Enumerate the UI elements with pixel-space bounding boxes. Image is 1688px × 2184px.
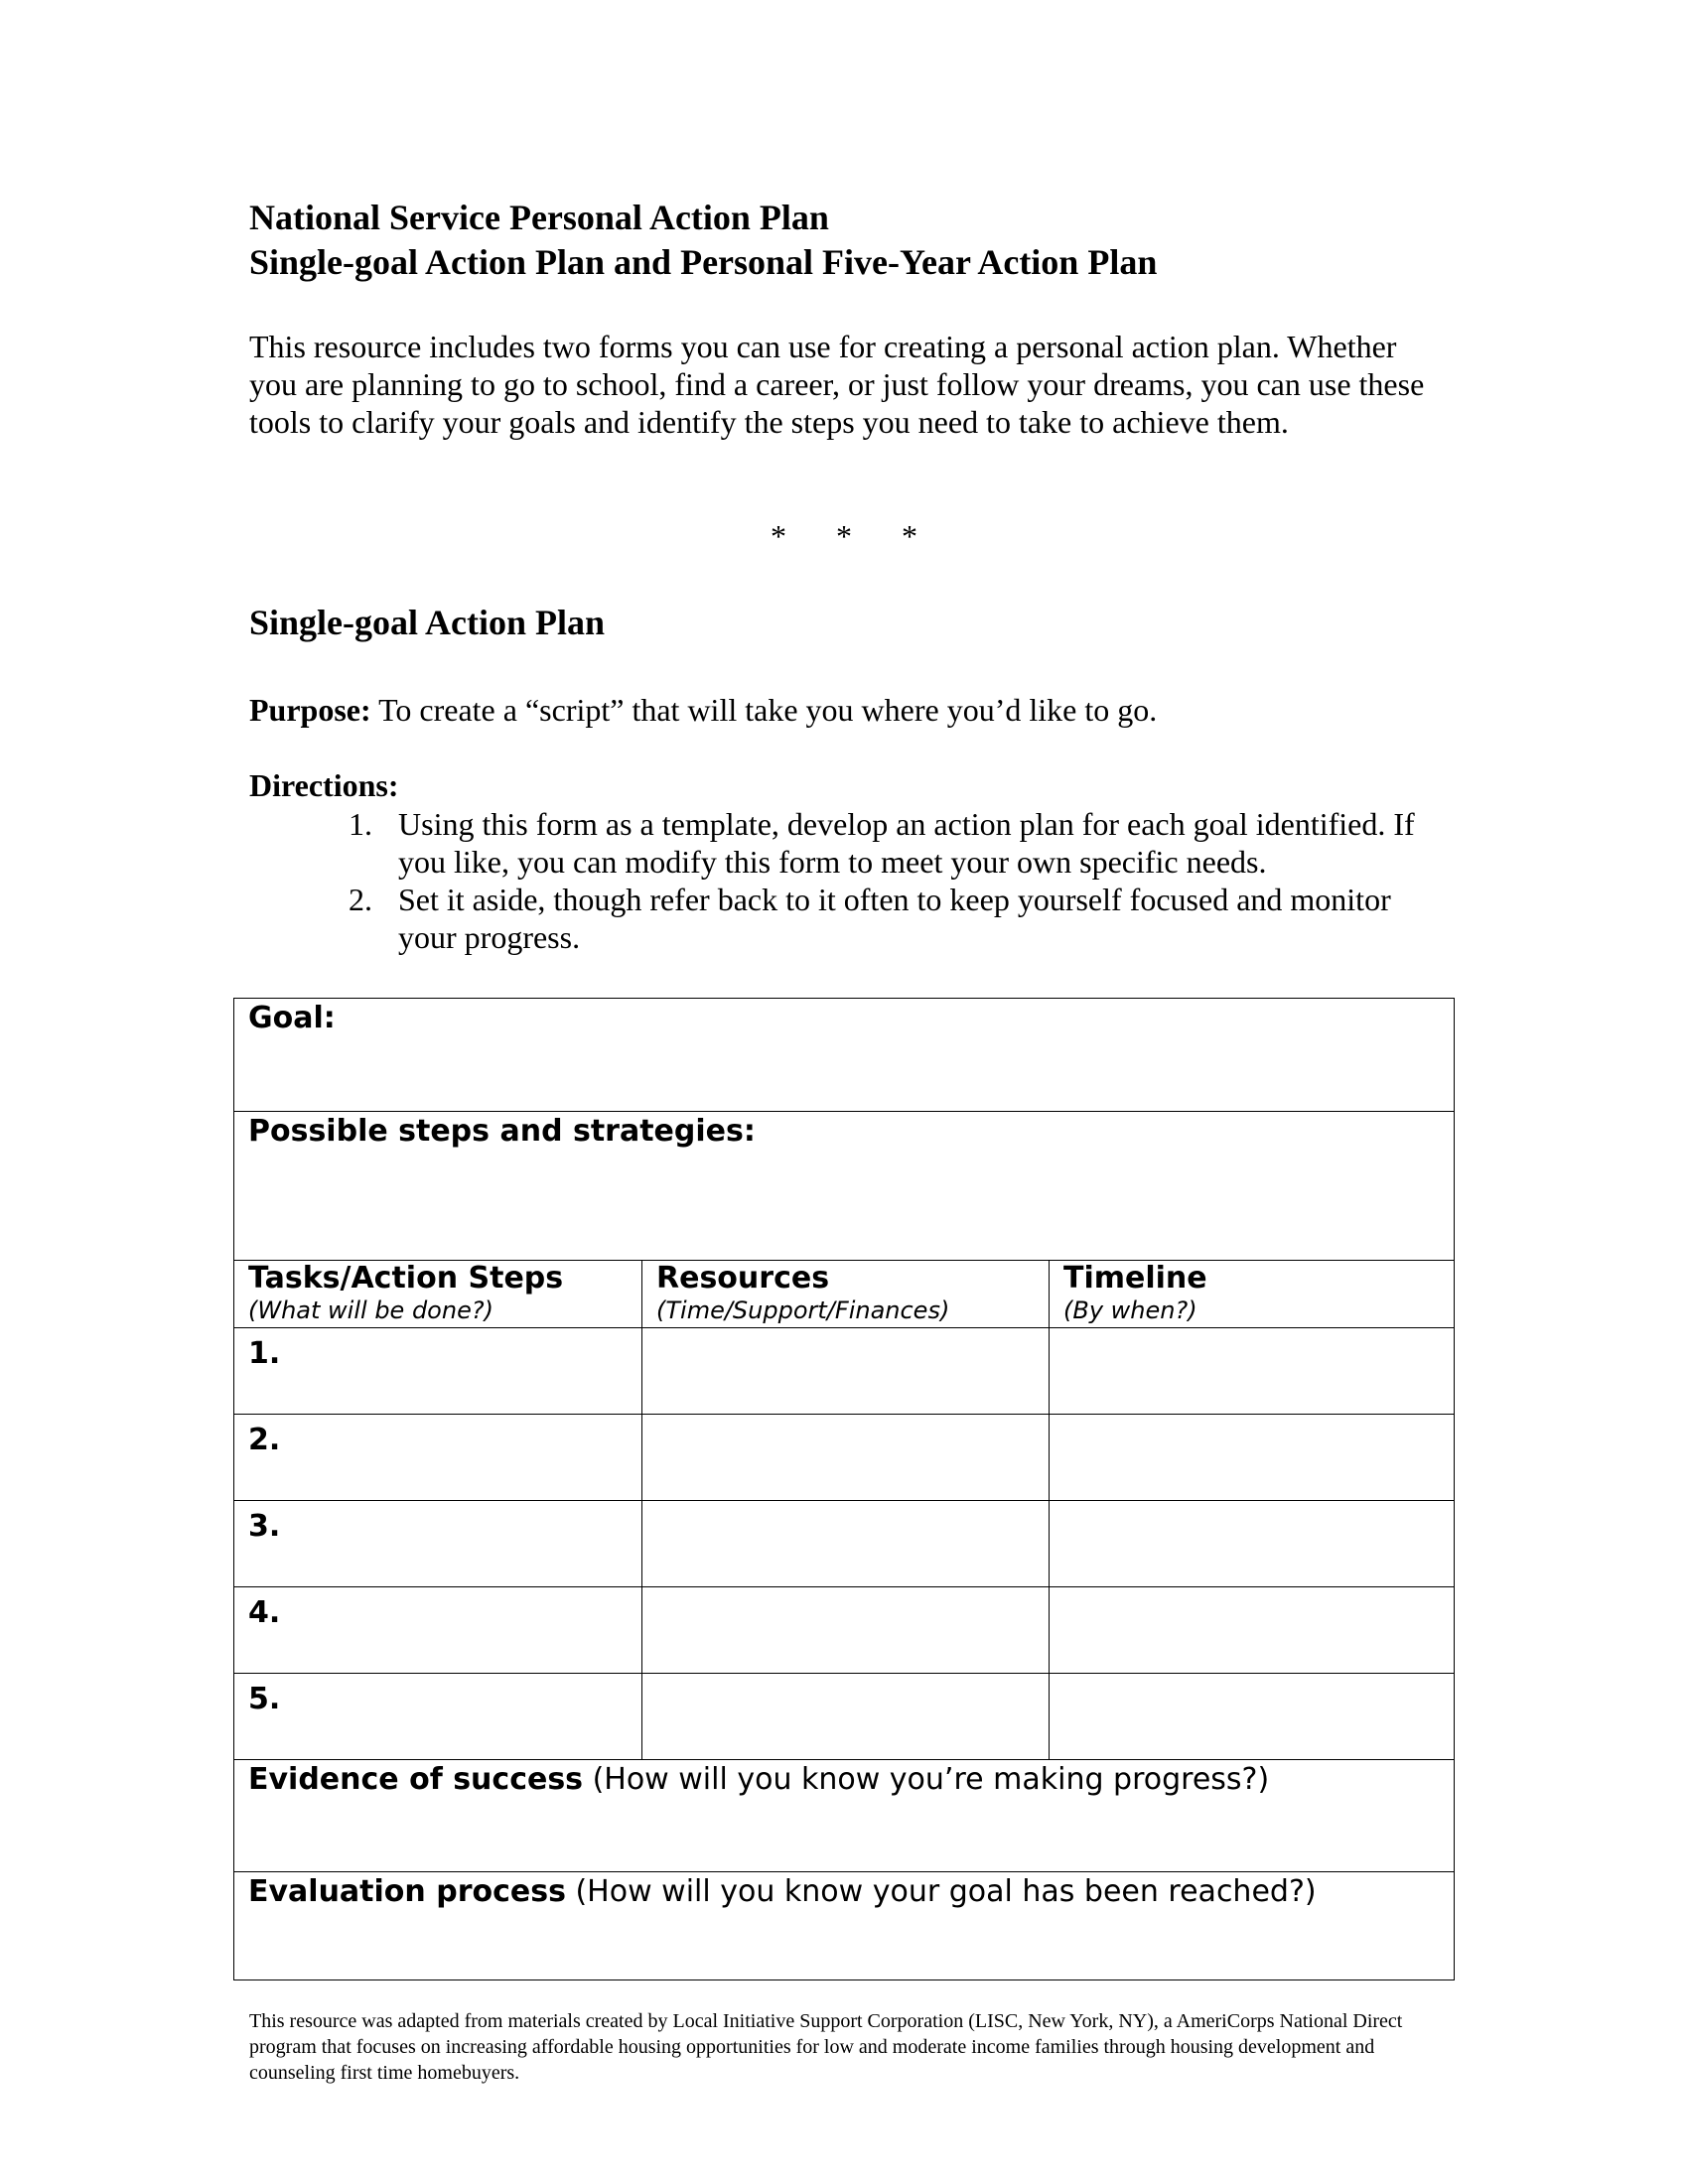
evaluation-label xyxy=(248,1874,1317,1909)
evaluation-field[interactable] xyxy=(234,1871,1454,1979)
title-line-1: National Service Personal Action Plan xyxy=(249,198,829,237)
column-header-tasks xyxy=(234,1261,641,1327)
evaluation-label-text: Evaluation process xyxy=(248,1874,566,1909)
column-subtitle: (What will be done?) xyxy=(248,1297,493,1324)
task-number: 5. xyxy=(248,1682,281,1716)
direction-text: Using this form as a template, develop an action plan for each goal identified. If you like, you can modify this form to meet your own specific needs. xyxy=(398,806,1415,880)
column-title: Resources xyxy=(656,1261,830,1296)
task-cell[interactable] xyxy=(234,1587,641,1673)
purpose-statement xyxy=(249,692,1157,729)
resources-cell[interactable] xyxy=(641,1587,1049,1673)
action-plan-form xyxy=(233,998,1455,1980)
evidence-label xyxy=(248,1762,1269,1797)
goal-field[interactable] xyxy=(234,999,1454,1111)
direction-text: Set it aside, though refer back to it often to keep yourself focused and monitor your progress. xyxy=(398,882,1391,955)
title-line-2: Single-goal Action Plan and Personal Five-Year Action Plan xyxy=(249,242,1158,282)
section-heading: Single-goal Action Plan xyxy=(249,603,606,642)
direction-number: 1. xyxy=(349,806,372,842)
directions-label: Directions: xyxy=(249,767,399,803)
task-number: 2. xyxy=(248,1423,281,1457)
task-row xyxy=(234,1414,1454,1500)
timeline-cell[interactable] xyxy=(1049,1328,1454,1414)
steps-label: Possible steps and strategies: xyxy=(248,1114,756,1149)
task-cell[interactable] xyxy=(234,1328,641,1414)
timeline-cell[interactable] xyxy=(1049,1587,1454,1673)
footer-credit: This resource was adapted from materials created by Local Initiative Support Corporation (LISC, New York, NY), a AmeriCorps National Direct program that focuses on increasing affordable housing opportunities for low and moderate income families through housing development and counseling first time homebuyers. xyxy=(249,2010,1403,2084)
direction-item xyxy=(349,805,1451,881)
document-title xyxy=(249,196,1157,285)
purpose-text: To create a “script” that will take you where you’d like to go. xyxy=(370,692,1158,728)
timeline-cell[interactable] xyxy=(1049,1415,1454,1500)
column-header-timeline xyxy=(1049,1261,1454,1327)
task-cell[interactable] xyxy=(234,1674,641,1759)
column-title: Timeline xyxy=(1063,1261,1207,1296)
resources-cell[interactable] xyxy=(641,1415,1049,1500)
goal-label: Goal: xyxy=(248,1001,336,1035)
directions-list xyxy=(349,805,1451,956)
separator-star: * xyxy=(771,518,786,554)
column-subtitle: (By when?) xyxy=(1063,1297,1197,1324)
separator-star: * xyxy=(902,518,917,554)
task-cell[interactable] xyxy=(234,1501,641,1586)
separator-star: * xyxy=(836,518,852,554)
task-row xyxy=(234,1327,1454,1414)
evidence-hint: (How will you know you’re making progress?) xyxy=(583,1762,1270,1797)
resources-cell[interactable] xyxy=(641,1674,1049,1759)
task-number: 3. xyxy=(248,1509,281,1544)
evidence-field[interactable] xyxy=(234,1759,1454,1871)
steps-field[interactable] xyxy=(234,1111,1454,1260)
section-separator xyxy=(0,518,1688,555)
resources-cell[interactable] xyxy=(641,1328,1049,1414)
columns-header-row xyxy=(234,1260,1454,1327)
purpose-label: Purpose: xyxy=(249,692,371,728)
task-number: 4. xyxy=(248,1595,281,1630)
intro-paragraph: This resource includes two forms you can use for creating a personal action plan. Whether you are planning to go to school, find a career, or just follow your dreams, you can use these tools to clarify your goals and identify the steps you need to take to achieve them. xyxy=(249,329,1425,440)
task-number: 1. xyxy=(248,1336,281,1371)
timeline-cell[interactable] xyxy=(1049,1674,1454,1759)
evidence-label-text: Evidence of success xyxy=(248,1762,584,1797)
column-title: Tasks/Action Steps xyxy=(248,1261,564,1296)
task-row xyxy=(234,1586,1454,1673)
direction-item xyxy=(349,881,1451,956)
task-row xyxy=(234,1500,1454,1586)
column-header-resources xyxy=(641,1261,1049,1327)
resources-cell[interactable] xyxy=(641,1501,1049,1586)
task-cell[interactable] xyxy=(234,1415,641,1500)
direction-number: 2. xyxy=(349,882,372,917)
timeline-cell[interactable] xyxy=(1049,1501,1454,1586)
column-subtitle: (Time/Support/Finances) xyxy=(656,1297,950,1324)
evaluation-hint: (How will you know your goal has been reached?) xyxy=(565,1874,1317,1909)
task-row xyxy=(234,1673,1454,1759)
